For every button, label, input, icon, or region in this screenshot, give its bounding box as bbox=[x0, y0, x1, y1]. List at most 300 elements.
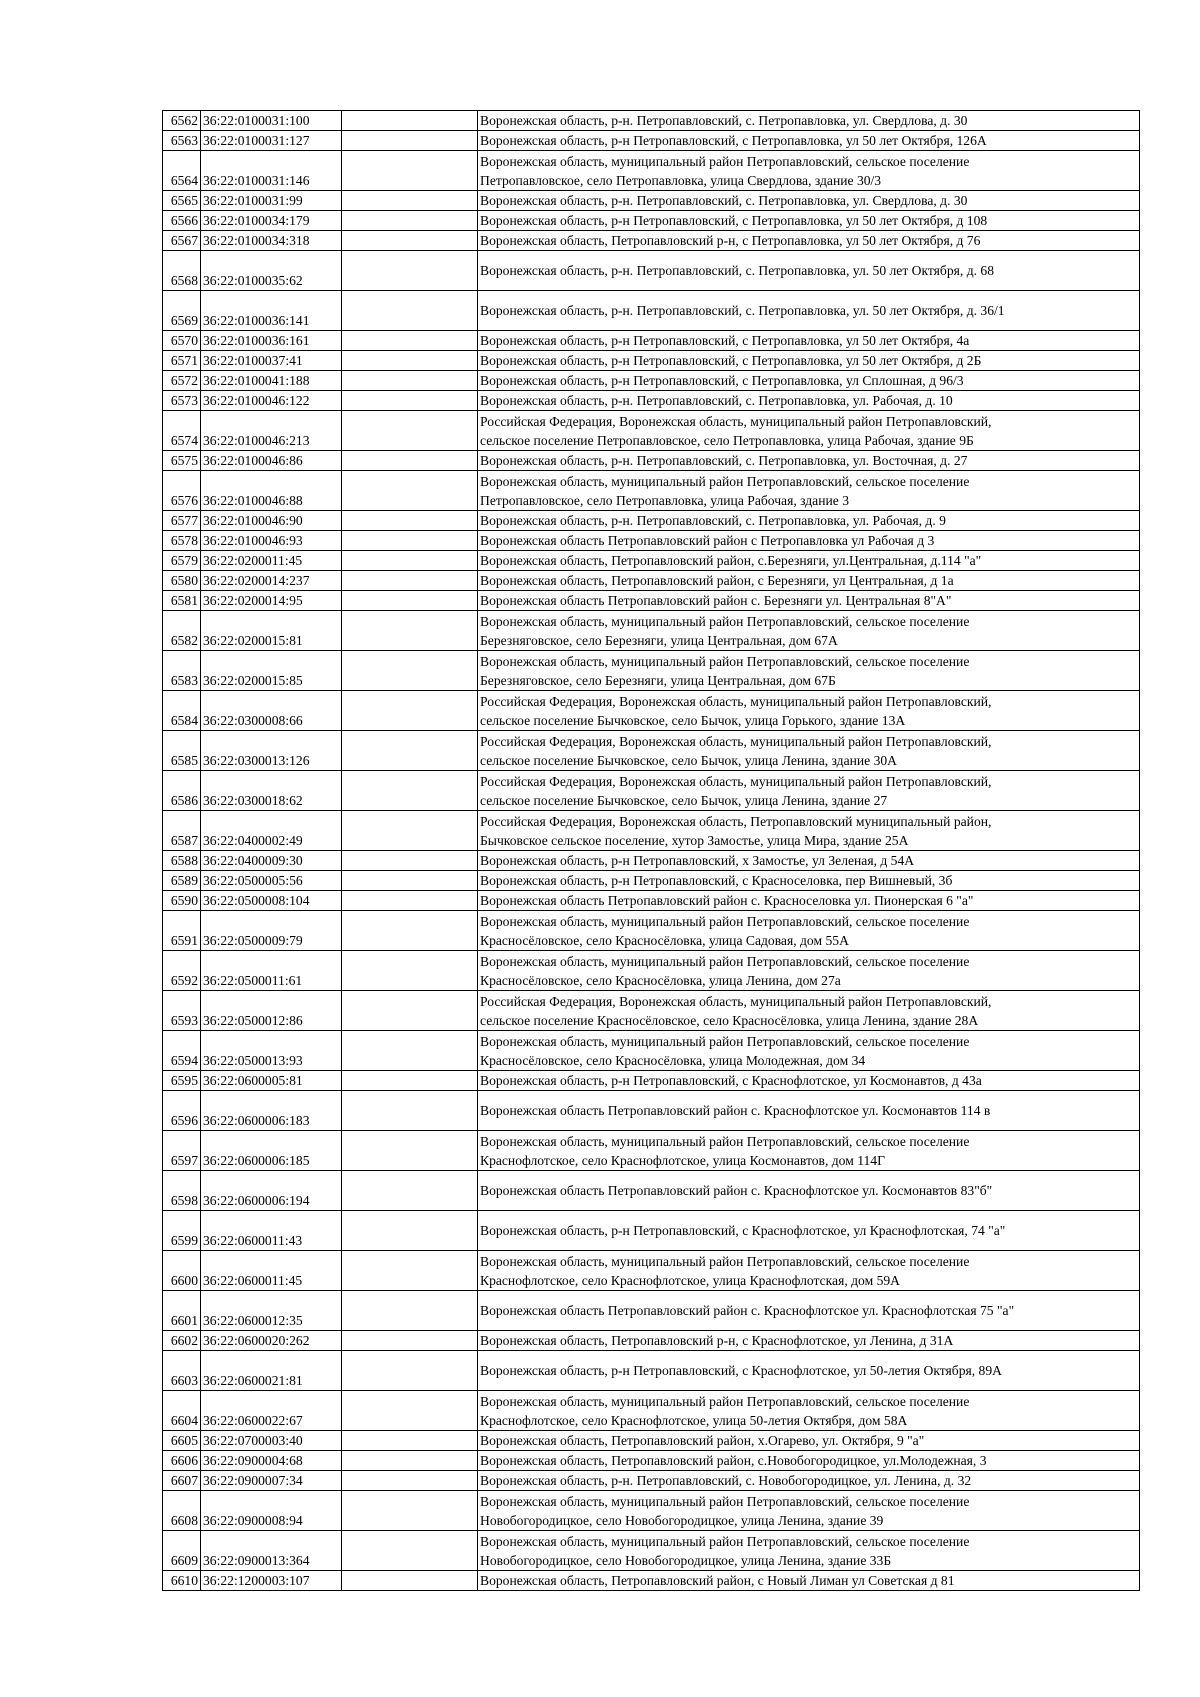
empty-cell bbox=[342, 891, 478, 911]
address-line: Воронежская область, Петропавловский район, с.Березняги, ул.Центральная, д.114 "а" bbox=[480, 553, 982, 568]
address-line: Воронежская область, р-н. Петропавловский, с. Петропавловка, ул. Восточная, д. 27 bbox=[480, 453, 968, 468]
table-row bbox=[163, 211, 1140, 231]
cadastral-number: 36:22:0100034:179 bbox=[201, 211, 342, 231]
table-row bbox=[163, 1251, 1140, 1291]
address-line: Воронежская область, р-н Петропавловский, с Петропавловка, ул Сплошная, д 96/3 bbox=[480, 373, 964, 388]
address-line: Воронежская область, муниципальный район Петропавловский, сельское поселение bbox=[480, 1254, 970, 1269]
table-row bbox=[163, 1071, 1140, 1091]
address-cell bbox=[478, 551, 1140, 571]
address-line: Воронежская область, муниципальный район Петропавловский, сельское поселение bbox=[480, 154, 970, 169]
table-row bbox=[163, 891, 1140, 911]
table-row bbox=[163, 231, 1140, 251]
row-number: 6586 bbox=[163, 771, 201, 811]
address-cell bbox=[478, 1351, 1140, 1391]
address-cell bbox=[478, 1451, 1140, 1471]
empty-cell bbox=[342, 131, 478, 151]
address-line: Воронежская область, муниципальный район Петропавловский, сельское поселение bbox=[480, 474, 970, 489]
row-number: 6564 bbox=[163, 151, 201, 191]
address-line: Красносёловское, село Красносёловка, улица Ленина, дом 27а bbox=[480, 973, 841, 988]
table-row bbox=[163, 371, 1140, 391]
address-line: Воронежская область, муниципальный район Петропавловский, сельское поселение bbox=[480, 614, 970, 629]
row-number: 6580 bbox=[163, 571, 201, 591]
cadastral-number: 36:22:0200014:95 bbox=[201, 591, 342, 611]
row-number: 6592 bbox=[163, 951, 201, 991]
empty-cell bbox=[342, 1071, 478, 1091]
address-line: Воронежская область, р-н. Петропавловский, с. Петропавловка, ул. Свердлова, д. 30 bbox=[480, 113, 968, 128]
table-row bbox=[163, 511, 1140, 531]
address-line: Воронежская область, муниципальный район Петропавловский, сельское поселение bbox=[480, 1134, 970, 1149]
address-cell bbox=[478, 531, 1140, 551]
empty-cell bbox=[342, 231, 478, 251]
address-line: сельское поселение Бычковское, село Бычок, улица Ленина, здание 27 bbox=[480, 793, 888, 808]
address-cell bbox=[478, 891, 1140, 911]
address-line: Воронежская область, муниципальный район Петропавловский, сельское поселение bbox=[480, 654, 970, 669]
row-number: 6595 bbox=[163, 1071, 201, 1091]
empty-cell bbox=[342, 391, 478, 411]
table-row bbox=[163, 391, 1140, 411]
cadastral-number: 36:22:0100046:122 bbox=[201, 391, 342, 411]
cadastral-number: 36:22:0500011:61 bbox=[201, 951, 342, 991]
table-row bbox=[163, 1471, 1140, 1491]
address-cell bbox=[478, 1431, 1140, 1451]
address-line: Воронежская область, Петропавловский район, х.Огарево, ул. Октября, 9 "а" bbox=[480, 1433, 925, 1448]
empty-cell bbox=[342, 591, 478, 611]
address-line: Воронежская область, р-н Петропавловский, х Замостье, ул Зеленая, д 54А bbox=[480, 853, 915, 868]
table-row bbox=[163, 531, 1140, 551]
row-number: 6591 bbox=[163, 911, 201, 951]
address-cell bbox=[478, 1031, 1140, 1071]
address-line: Березняговское, село Березняги, улица Центральная, дом 67А bbox=[480, 633, 838, 648]
cadastral-number: 36:22:0400002:49 bbox=[201, 811, 342, 851]
row-number: 6593 bbox=[163, 991, 201, 1031]
empty-cell bbox=[342, 471, 478, 511]
address-line: Петропавловское, село Петропавловка, улица Рабочая, здание 3 bbox=[480, 493, 849, 508]
address-cell bbox=[478, 591, 1140, 611]
row-number: 6574 bbox=[163, 411, 201, 451]
address-cell bbox=[478, 731, 1140, 771]
cadastral-number: 36:22:0600006:194 bbox=[201, 1171, 342, 1211]
row-number: 6594 bbox=[163, 1031, 201, 1071]
empty-cell bbox=[342, 851, 478, 871]
row-number: 6601 bbox=[163, 1291, 201, 1331]
address-line: Новобогородицкое, село Новобогородицкое, улица Ленина, здание 39 bbox=[480, 1513, 884, 1528]
empty-cell bbox=[342, 551, 478, 571]
empty-cell bbox=[342, 1431, 478, 1451]
table-row bbox=[163, 851, 1140, 871]
table-row bbox=[163, 771, 1140, 811]
cadastral-number: 36:22:0100041:188 bbox=[201, 371, 342, 391]
address-line: Петропавловское, село Петропавловка, улица Свердлова, здание 30/3 bbox=[480, 173, 882, 188]
empty-cell bbox=[342, 291, 478, 331]
table-row bbox=[163, 1351, 1140, 1391]
cadastral-number: 36:22:0900007:34 bbox=[201, 1471, 342, 1491]
address-line: Воронежская область, р-н Петропавловский, с Петропавловка, ул 50 лет Октября, д 108 bbox=[480, 213, 988, 228]
address-line: Бычковское сельское поселение, хутор Замостье, улица Мира, здание 25А bbox=[480, 833, 909, 848]
row-number: 6583 bbox=[163, 651, 201, 691]
address-line: Воронежская область Петропавловский район с. Краснофлотское ул. Космонавтов 83"б" bbox=[480, 1183, 993, 1198]
registry-table bbox=[162, 110, 1140, 1591]
address-line: Воронежская область, муниципальный район Петропавловский, сельское поселение bbox=[480, 914, 970, 929]
empty-cell bbox=[342, 1451, 478, 1471]
cadastral-number: 36:22:0600006:183 bbox=[201, 1091, 342, 1131]
address-line: Воронежская область, р-н. Петропавловский, с. Петропавловка, ул. Рабочая, д. 10 bbox=[480, 393, 953, 408]
table-row bbox=[163, 1031, 1140, 1071]
address-line: Воронежская область, р-н. Петропавловский, с. Петропавловка, ул. Свердлова, д. 30 bbox=[480, 193, 968, 208]
address-cell bbox=[478, 1291, 1140, 1331]
table-row bbox=[163, 551, 1140, 571]
row-number: 6600 bbox=[163, 1251, 201, 1291]
cadastral-number: 36:22:0700003:40 bbox=[201, 1431, 342, 1451]
row-number: 6602 bbox=[163, 1331, 201, 1351]
address-line: Воронежская область, р-н. Петропавловский, с. Новобогородицкое, ул. Ленина, д. 32 bbox=[480, 1473, 972, 1488]
address-cell bbox=[478, 1531, 1140, 1571]
empty-cell bbox=[342, 1131, 478, 1171]
cadastral-number: 36:22:0600021:81 bbox=[201, 1351, 342, 1391]
row-number: 6584 bbox=[163, 691, 201, 731]
address-cell bbox=[478, 771, 1140, 811]
address-cell bbox=[478, 851, 1140, 871]
address-line: сельское поселение Бычковское, село Бычок, улица Горького, здание 13А bbox=[480, 713, 906, 728]
address-cell bbox=[478, 691, 1140, 731]
cadastral-number: 36:22:0100031:100 bbox=[201, 111, 342, 131]
cadastral-number: 36:22:0600020:262 bbox=[201, 1331, 342, 1351]
table-row bbox=[163, 151, 1140, 191]
empty-cell bbox=[342, 451, 478, 471]
row-number: 6609 bbox=[163, 1531, 201, 1571]
address-line: Краснофлотское, село Краснофлотское, улица Краснофлотская, дом 59А bbox=[480, 1273, 900, 1288]
table-row bbox=[163, 351, 1140, 371]
cadastral-number: 36:22:0100037:41 bbox=[201, 351, 342, 371]
row-number: 6598 bbox=[163, 1171, 201, 1211]
table-row bbox=[163, 1571, 1140, 1591]
address-cell bbox=[478, 911, 1140, 951]
address-cell bbox=[478, 131, 1140, 151]
table-row bbox=[163, 1091, 1140, 1131]
address-line: Воронежская область, Петропавловский р-н, с Петропавловка, ул 50 лет Октября, д 76 bbox=[480, 233, 981, 248]
table-row bbox=[163, 811, 1140, 851]
empty-cell bbox=[342, 1491, 478, 1531]
table-row bbox=[163, 611, 1140, 651]
address-line: Российская Федерация, Воронежская область, Петропавловский муниципальный район, bbox=[480, 814, 992, 829]
row-number: 6567 bbox=[163, 231, 201, 251]
address-cell bbox=[478, 1251, 1140, 1291]
row-number: 6579 bbox=[163, 551, 201, 571]
empty-cell bbox=[342, 111, 478, 131]
cadastral-number: 36:22:0100046:88 bbox=[201, 471, 342, 511]
table-row bbox=[163, 591, 1140, 611]
row-number: 6608 bbox=[163, 1491, 201, 1531]
address-line: Российская Федерация, Воронежская область, муниципальный район Петропавловский, bbox=[480, 774, 992, 789]
address-line: Воронежская область, р-н Петропавловский, с Петропавловка, ул 50 лет Октября, д 2Б bbox=[480, 353, 982, 368]
cadastral-number: 36:22:0500005:56 bbox=[201, 871, 342, 891]
table-row bbox=[163, 191, 1140, 211]
empty-cell bbox=[342, 571, 478, 591]
address-line: Воронежская область, р-н Петропавловский, с Петропавловка, ул 50 лет Октября, 126А bbox=[480, 133, 987, 148]
empty-cell bbox=[342, 1331, 478, 1351]
address-cell bbox=[478, 571, 1140, 591]
cadastral-number: 36:22:0900008:94 bbox=[201, 1491, 342, 1531]
row-number: 6581 bbox=[163, 591, 201, 611]
cadastral-number: 36:22:0100035:62 bbox=[201, 251, 342, 291]
empty-cell bbox=[342, 1471, 478, 1491]
empty-cell bbox=[342, 871, 478, 891]
cadastral-number: 36:22:0100046:86 bbox=[201, 451, 342, 471]
empty-cell bbox=[342, 331, 478, 351]
address-cell bbox=[478, 1071, 1140, 1091]
address-cell bbox=[478, 231, 1140, 251]
table-row bbox=[163, 251, 1140, 291]
empty-cell bbox=[342, 1211, 478, 1251]
address-cell bbox=[478, 1391, 1140, 1431]
row-number: 6607 bbox=[163, 1471, 201, 1491]
row-number: 6603 bbox=[163, 1351, 201, 1391]
address-cell bbox=[478, 451, 1140, 471]
row-number: 6596 bbox=[163, 1091, 201, 1131]
row-number: 6565 bbox=[163, 191, 201, 211]
address-line: сельское поселение Петропавловское, село Петропавловка, улица Рабочая, здание 9Б bbox=[480, 433, 974, 448]
row-number: 6568 bbox=[163, 251, 201, 291]
cadastral-number: 36:22:0300013:126 bbox=[201, 731, 342, 771]
address-line: Воронежская область, муниципальный район Петропавловский, сельское поселение bbox=[480, 1394, 970, 1409]
empty-cell bbox=[342, 1251, 478, 1291]
table-row bbox=[163, 131, 1140, 151]
cadastral-number: 36:22:0600011:45 bbox=[201, 1251, 342, 1291]
row-number: 6572 bbox=[163, 371, 201, 391]
row-number: 6599 bbox=[163, 1211, 201, 1251]
address-line: Воронежская область Петропавловский район с. Краснофлотское ул. Краснофлотская 75 "а" bbox=[480, 1303, 1015, 1318]
address-cell bbox=[478, 411, 1140, 451]
empty-cell bbox=[342, 911, 478, 951]
address-line: Воронежская область, муниципальный район Петропавловский, сельское поселение bbox=[480, 954, 970, 969]
address-line: Краснофлотское, село Краснофлотское, улица Космонавтов, дом 114Г bbox=[480, 1153, 885, 1168]
cadastral-number: 36:22:0500008:104 bbox=[201, 891, 342, 911]
address-cell bbox=[478, 1471, 1140, 1491]
empty-cell bbox=[342, 691, 478, 731]
cadastral-number: 36:22:0300008:66 bbox=[201, 691, 342, 731]
table-row bbox=[163, 411, 1140, 451]
empty-cell bbox=[342, 511, 478, 531]
table-row bbox=[163, 291, 1140, 331]
empty-cell bbox=[342, 651, 478, 691]
address-cell bbox=[478, 191, 1140, 211]
cadastral-number: 36:22:0900013:364 bbox=[201, 1531, 342, 1571]
address-cell bbox=[478, 651, 1140, 691]
table-row bbox=[163, 571, 1140, 591]
address-line: Российская Федерация, Воронежская область, муниципальный район Петропавловский, bbox=[480, 414, 992, 429]
row-number: 6569 bbox=[163, 291, 201, 331]
address-line: Российская Федерация, Воронежская область, муниципальный район Петропавловский, bbox=[480, 694, 992, 709]
table-row bbox=[163, 331, 1140, 351]
address-cell bbox=[478, 1131, 1140, 1171]
address-line: Воронежская область, Петропавловский район, с Новый Лиман ул Советская д 81 bbox=[480, 1573, 955, 1588]
empty-cell bbox=[342, 1291, 478, 1331]
address-line: Воронежская область Петропавловский район с. Краснофлотское ул. Космонавтов 114 в bbox=[480, 1103, 991, 1118]
registry-body bbox=[163, 111, 1140, 1591]
address-cell bbox=[478, 811, 1140, 851]
cadastral-number: 36:22:0100036:141 bbox=[201, 291, 342, 331]
address-line: Березняговское, село Березняги, улица Центральная, дом 67Б bbox=[480, 673, 836, 688]
address-line: Воронежская область, Петропавловский р-н, с Краснофлотское, ул Ленина, д 31А bbox=[480, 1333, 954, 1348]
table-row bbox=[163, 1391, 1140, 1431]
row-number: 6570 bbox=[163, 331, 201, 351]
table-row bbox=[163, 731, 1140, 771]
address-line: Воронежская область Петропавловский район с. Березняги ул. Центральная 8"А" bbox=[480, 593, 952, 608]
row-number: 6590 bbox=[163, 891, 201, 911]
cadastral-number: 36:22:0100046:90 bbox=[201, 511, 342, 531]
cadastral-number: 36:22:0100031:146 bbox=[201, 151, 342, 191]
cadastral-number: 36:22:0500013:93 bbox=[201, 1031, 342, 1071]
address-cell bbox=[478, 391, 1140, 411]
address-line: Воронежская область, р-н. Петропавловский, с. Петропавловка, ул. Рабочая, д. 9 bbox=[480, 513, 946, 528]
address-cell bbox=[478, 251, 1140, 291]
table-row bbox=[163, 691, 1140, 731]
address-line: Воронежская область, р-н Петропавловский, с Красноселовка, пер Вишневый, 3б bbox=[480, 873, 953, 888]
address-line: Воронежская область, муниципальный район Петропавловский, сельское поселение bbox=[480, 1494, 970, 1509]
table-row bbox=[163, 1211, 1140, 1251]
address-line: Новобогородицкое, село Новобогородицкое, улица Ленина, здание 33Б bbox=[480, 1553, 892, 1568]
empty-cell bbox=[342, 351, 478, 371]
empty-cell bbox=[342, 811, 478, 851]
row-number: 6582 bbox=[163, 611, 201, 651]
address-line: Российская Федерация, Воронежская область, муниципальный район Петропавловский, bbox=[480, 734, 992, 749]
address-cell bbox=[478, 871, 1140, 891]
table-row bbox=[163, 951, 1140, 991]
row-number: 6588 bbox=[163, 851, 201, 871]
address-cell bbox=[478, 951, 1140, 991]
empty-cell bbox=[342, 1571, 478, 1591]
cadastral-number: 36:22:0100036:161 bbox=[201, 331, 342, 351]
cadastral-number: 36:22:0300018:62 bbox=[201, 771, 342, 811]
address-line: сельское поселение Бычковское, село Бычок, улица Ленина, здание 30А bbox=[480, 753, 897, 768]
table-row bbox=[163, 991, 1140, 1031]
address-line: Воронежская область, р-н. Петропавловский, с. Петропавловка, ул. 50 лет Октября, д. 36/1 bbox=[480, 303, 1005, 318]
row-number: 6577 bbox=[163, 511, 201, 531]
address-line: Красносёловское, село Красносёловка, улица Молодежная, дом 34 bbox=[480, 1053, 866, 1068]
empty-cell bbox=[342, 951, 478, 991]
address-line: Воронежская область, Петропавловский район, с.Новобогородицкое, ул.Молодежная, 3 bbox=[480, 1453, 987, 1468]
row-number: 6575 bbox=[163, 451, 201, 471]
row-number: 6585 bbox=[163, 731, 201, 771]
empty-cell bbox=[342, 1031, 478, 1071]
cadastral-number: 36:22:0500009:79 bbox=[201, 911, 342, 951]
address-line: Воронежская область, муниципальный район Петропавловский, сельское поселение bbox=[480, 1534, 970, 1549]
empty-cell bbox=[342, 411, 478, 451]
row-number: 6610 bbox=[163, 1571, 201, 1591]
empty-cell bbox=[342, 1091, 478, 1131]
address-cell bbox=[478, 1171, 1140, 1211]
cadastral-number: 36:22:0200015:81 bbox=[201, 611, 342, 651]
address-line: Воронежская область, р-н Петропавловский, с Петропавловка, ул 50 лет Октября, 4а bbox=[480, 333, 970, 348]
address-line: Воронежская область, р-н Петропавловский, с Краснофлотское, ул Краснофлотская, 74 "а" bbox=[480, 1223, 1006, 1238]
table-row bbox=[163, 1451, 1140, 1471]
address-cell bbox=[478, 1491, 1140, 1531]
row-number: 6606 bbox=[163, 1451, 201, 1471]
empty-cell bbox=[342, 531, 478, 551]
table-row bbox=[163, 1291, 1140, 1331]
address-cell bbox=[478, 991, 1140, 1031]
table-row bbox=[163, 451, 1140, 471]
cadastral-number: 36:22:0600006:185 bbox=[201, 1131, 342, 1171]
cadastral-number: 36:22:0400009:30 bbox=[201, 851, 342, 871]
address-cell bbox=[478, 511, 1140, 531]
row-number: 6587 bbox=[163, 811, 201, 851]
row-number: 6604 bbox=[163, 1391, 201, 1431]
table-row bbox=[163, 111, 1140, 131]
address-cell bbox=[478, 371, 1140, 391]
row-number: 6562 bbox=[163, 111, 201, 131]
row-number: 6605 bbox=[163, 1431, 201, 1451]
empty-cell bbox=[342, 771, 478, 811]
address-cell bbox=[478, 351, 1140, 371]
empty-cell bbox=[342, 191, 478, 211]
cadastral-number: 36:22:0200015:85 bbox=[201, 651, 342, 691]
table-row bbox=[163, 911, 1140, 951]
cadastral-number: 36:22:0600022:67 bbox=[201, 1391, 342, 1431]
table-row bbox=[163, 651, 1140, 691]
cadastral-number: 36:22:0600012:35 bbox=[201, 1291, 342, 1331]
address-cell bbox=[478, 471, 1140, 511]
table-row bbox=[163, 1531, 1140, 1571]
empty-cell bbox=[342, 251, 478, 291]
row-number: 6571 bbox=[163, 351, 201, 371]
address-cell bbox=[478, 151, 1140, 191]
address-line: Воронежская область Петропавловский район с Петропавловка ул Рабочая д 3 bbox=[480, 533, 935, 548]
empty-cell bbox=[342, 371, 478, 391]
cadastral-number: 36:22:0200014:237 bbox=[201, 571, 342, 591]
address-line: Краснофлотское, село Краснофлотское, улица 50-летия Октября, дом 58А bbox=[480, 1413, 908, 1428]
empty-cell bbox=[342, 1391, 478, 1431]
address-cell bbox=[478, 331, 1140, 351]
row-number: 6573 bbox=[163, 391, 201, 411]
address-cell bbox=[478, 1091, 1140, 1131]
table-row bbox=[163, 1431, 1140, 1451]
address-cell bbox=[478, 1571, 1140, 1591]
address-cell bbox=[478, 211, 1140, 231]
address-cell bbox=[478, 291, 1140, 331]
cadastral-number: 36:22:0100046:93 bbox=[201, 531, 342, 551]
table-row bbox=[163, 471, 1140, 511]
address-cell bbox=[478, 1211, 1140, 1251]
address-line: Воронежская область, муниципальный район Петропавловский, сельское поселение bbox=[480, 1034, 970, 1049]
table-row bbox=[163, 1491, 1140, 1531]
table-row bbox=[163, 1331, 1140, 1351]
cadastral-number: 36:22:0100031:127 bbox=[201, 131, 342, 151]
address-cell bbox=[478, 611, 1140, 651]
empty-cell bbox=[342, 211, 478, 231]
empty-cell bbox=[342, 1531, 478, 1571]
row-number: 6576 bbox=[163, 471, 201, 511]
address-line: Воронежская область, Петропавловский район, с Березняги, ул Центральная, д 1а bbox=[480, 573, 954, 588]
cadastral-number: 36:22:0100031:99 bbox=[201, 191, 342, 211]
cadastral-number: 36:22:0500012:86 bbox=[201, 991, 342, 1031]
empty-cell bbox=[342, 151, 478, 191]
address-line: Воронежская область Петропавловский район с. Красноселовка ул. Пионерская 6 "а" bbox=[480, 893, 974, 908]
address-line: Российская Федерация, Воронежская область, муниципальный район Петропавловский, bbox=[480, 994, 992, 1009]
cadastral-number: 36:22:0600005:81 bbox=[201, 1071, 342, 1091]
cadastral-number: 36:22:0100046:213 bbox=[201, 411, 342, 451]
cadastral-number: 36:22:0900004:68 bbox=[201, 1451, 342, 1471]
table-row bbox=[163, 1131, 1140, 1171]
cadastral-number: 36:22:0100034:318 bbox=[201, 231, 342, 251]
cadastral-number: 36:22:0600011:43 bbox=[201, 1211, 342, 1251]
address-line: Красносёловское, село Красносёловка, улица Садовая, дом 55А bbox=[480, 933, 849, 948]
empty-cell bbox=[342, 1171, 478, 1211]
row-number: 6578 bbox=[163, 531, 201, 551]
empty-cell bbox=[342, 1351, 478, 1391]
empty-cell bbox=[342, 731, 478, 771]
row-number: 6597 bbox=[163, 1131, 201, 1171]
address-line: Воронежская область, р-н Петропавловский, с Краснофлотское, ул Космонавтов, д 43а bbox=[480, 1073, 982, 1088]
